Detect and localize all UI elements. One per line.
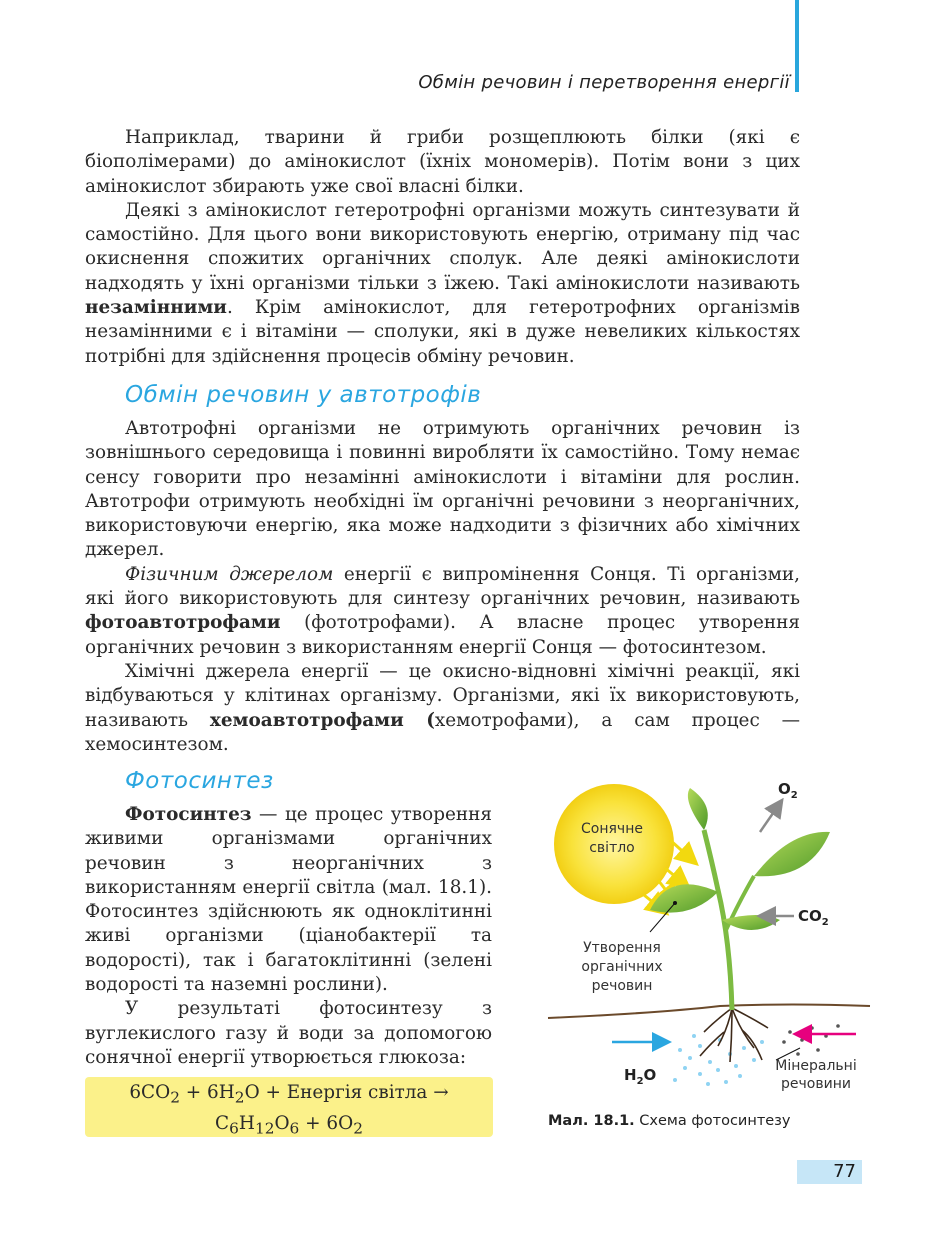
autotrophs-text bbox=[85, 417, 800, 757]
sun-label-line1: Сонячне bbox=[581, 821, 643, 837]
o2-arrow bbox=[760, 806, 778, 832]
formula-line-2: $C_6H_{12}O_6 + 6O_2$ bbox=[215, 1112, 363, 1138]
sun-label-line2: світло bbox=[589, 840, 635, 856]
formula-box bbox=[85, 1077, 493, 1137]
organic-label-line1: Утворення bbox=[583, 940, 661, 956]
top-accent-rule bbox=[795, 0, 799, 92]
o2-label: $O_2$ bbox=[778, 780, 798, 801]
section-heading-autotrophs: Обмін речовин у автотрофів bbox=[125, 382, 482, 408]
figure-caption: Мал. 18.1. Схема фотосинтезу bbox=[548, 1113, 791, 1129]
soil-line bbox=[548, 1005, 870, 1019]
plant-roots bbox=[700, 1008, 768, 1062]
paragraph: Хімічні джерела енергії — це окисно-відновні хімічні реакції, які відбуваються у клітинах організму. Організми, які їх використовують, називають хемоавтотрофами (хемотрофами), а сам процес — хемосинтезом. bbox=[85, 660, 800, 755]
paragraph: Деякі з амінокислот гетеротрофні організми можуть синтезувати й самостійно. Для цього вони використовують енергію, отриману під час окиснення спожитих органічних сполук. Але деякі амінокислоти надходять у їхні організми тільки з їжею. Такі амінокислоти називають незамінними. Крім амінокислот, для гетеротрофних організмів незамінними є і вітаміни — сполуки, які в дуже невеликих кількостях потрібні для здійснення процесів обміну речовин. bbox=[85, 199, 800, 367]
formula-line-1: $6CO_2 + 6H_2O$ + Енергія світла → bbox=[129, 1082, 449, 1107]
intro-text bbox=[85, 126, 800, 369]
h2o-label: $H_2O$ bbox=[624, 1066, 657, 1087]
paragraph: Наприклад, тварини й гриби розщеплюють білки (які є біополімерами) до амінокислот (їхніх мономерів). Потім вони з цих амінокислот збирають уже свої власні білки. bbox=[85, 127, 800, 197]
page-number-box bbox=[797, 1160, 862, 1184]
co2-label: $CO_2$ bbox=[798, 907, 829, 928]
term-bold: незамінними bbox=[85, 297, 227, 319]
leaf bbox=[688, 788, 708, 830]
leaf bbox=[754, 832, 830, 876]
paragraph: Автотрофні організми не отримують органічних речовин із зовнішнього середовища і повинні виробляти їх самостійно. Тому немає сенсу говорити про незамінні амінокислоти і вітаміни для рослин. Автотрофи отримують необхідні їм органічні речовини з неорганічних, використовуючи енергію, яка може надходити з фізичних або хімічних джерел. bbox=[85, 418, 800, 561]
photosynthesis-figure bbox=[540, 770, 880, 1100]
term-italic: Фізичним джерелом bbox=[125, 563, 334, 585]
term-bold: Фотосинтез bbox=[125, 804, 252, 825]
photosynthesis-text bbox=[85, 803, 492, 1070]
paragraph: Фотосинтез — це процес утворення живими організмами органічних речовин з неорганічних з використанням енергії світла (мал. 18.1). Фотосинтез здійснюють як одноклітинні живі організми (ціанобактерії та водорості), так і багатоклітинні (зелені водорості та наземні рослини). bbox=[85, 804, 492, 996]
mineral-label-line1: Мінеральні bbox=[775, 1058, 857, 1074]
paragraph: У результаті фотосинтезу з вуглекислого газу й води за допомогою сонячної енергії утворюється глюкоза: bbox=[85, 998, 492, 1068]
leaf bbox=[650, 884, 718, 912]
organic-label-line2: органічних bbox=[581, 959, 663, 975]
page-number: 77 bbox=[833, 1161, 856, 1182]
organic-label-line3: речовин bbox=[591, 978, 653, 994]
term-bold: хемоавтотрофами ( bbox=[209, 709, 435, 731]
photosynthesis-diagram bbox=[540, 770, 880, 1100]
mineral-particles bbox=[782, 1024, 840, 1056]
paragraph: Фізичним джерелом енергії є випромінення Сонця. Ті організми, які його використовують для синтезу органічних речовин, називають фотоавтотрофами (фототрофами). А власне процес утворення органічних речовин з використанням енергії Сонця — фотосинтезом. bbox=[85, 563, 800, 658]
section-heading-photosynthesis: Фотосинтез bbox=[125, 768, 274, 794]
mineral-label-line2: речовини bbox=[781, 1076, 851, 1092]
running-header: Обмін речовин і перетворення енергії bbox=[418, 72, 790, 93]
term-bold: фотоавтотрофами bbox=[85, 612, 281, 634]
